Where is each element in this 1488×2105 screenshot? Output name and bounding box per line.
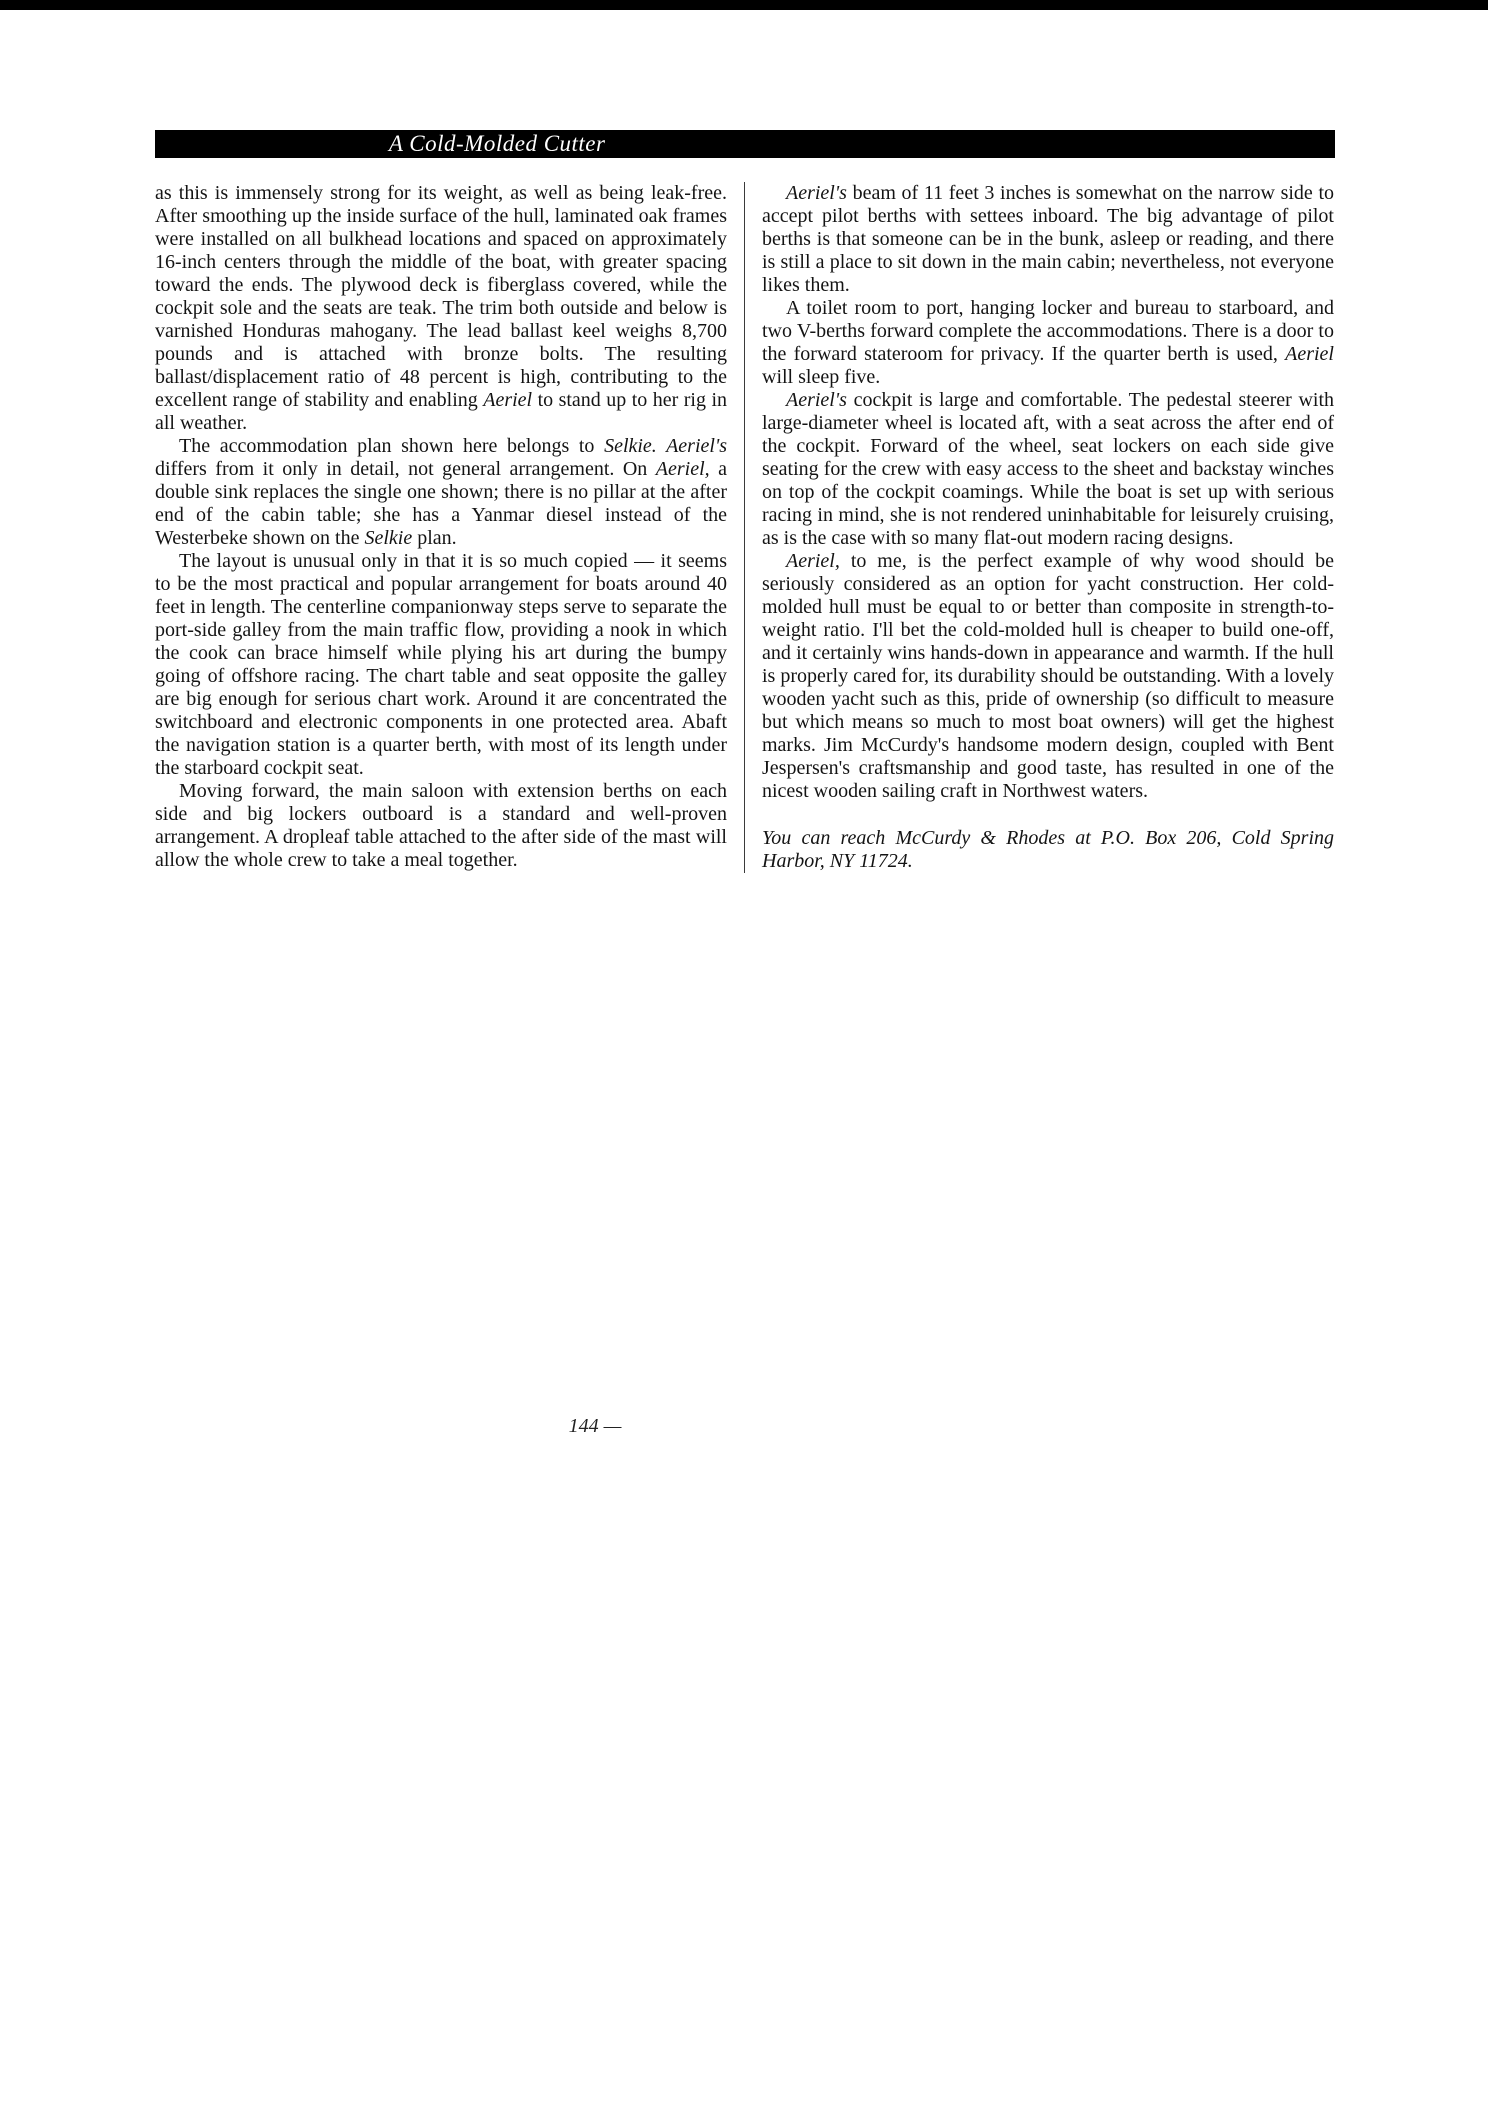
text-run: a double sink replaces the single one shown; there is no pillar at the after end of the cabin table; she has a Yanmar diesel instead of the Westerbeke shown on the xyxy=(155,458,727,549)
paragraph xyxy=(762,827,1334,873)
section-title: A Cold-Molded Cutter xyxy=(388,131,606,156)
paragraph xyxy=(155,435,727,550)
left-column xyxy=(155,182,727,873)
text-run: Moving forward, the main saloon with extension berths on each side and big lockers outboard is a standard and well-proven arrangement. A dropleaf table attached to the after side of the mast will allow the whole crew to take a meal together. xyxy=(155,780,727,871)
text-run: A toilet room to port, hanging locker and bureau to starboard, and two V-berths forward complete the accommodations. There is a door to the forward stateroom for privacy. If the quarter berth is used, xyxy=(762,297,1334,365)
text-run: The accommodation plan shown here belongs to xyxy=(179,435,605,457)
italic-text-run: Aeriel's xyxy=(786,182,847,204)
italic-text-run: Selkie. Aeriel's xyxy=(604,435,727,457)
paragraph xyxy=(762,182,1334,297)
text-run: will sleep five. xyxy=(762,366,881,388)
text-run: to me, is the perfect example of why wood should be seriously considered as an option for yacht construction. Her cold-molded hull must be equal to or better than composite in strength-to-weight ratio. I'll bet the cold-molded hull is cheaper to build one-off, and it certainly wins hands-down in appearance and warmth. If the hull is properly cared for, its durability should be outstanding. With a lovely wooden yacht such as this, pride of ownership (so difficult to measure but which means so much to most boat owners) will get the highest marks. Jim McCurdy's handsome modern design, coupled with Bent Jespersen's craftsmanship and good taste, has resulted in one of the nicest wooden sailing craft in Northwest waters. xyxy=(762,550,1334,802)
italic-text-run: Aeriel, xyxy=(655,458,710,480)
column-divider-rule xyxy=(744,182,745,873)
text-run: as this is immensely strong for its weight, as well as being leak-free. After smoothing up the inside surface of the hull, laminated oak frames were installed on all bulkhead locations and spaced on approximately 16-inch centers through the middle of the boat, with greater spacing toward the ends. The plywood deck is fiberglass covered, while the cockpit sole and the seats are teak. The trim both outside and below is varnished Honduras mahogany. The lead ballast keel weighs 8,700 pounds and is attached with bronze bolts. The resulting ballast/displacement ratio of 48 percent is high, contributing to the excellent range of stability and enabling xyxy=(155,182,727,411)
paragraph xyxy=(762,550,1334,803)
italic-text-run: Aeriel xyxy=(483,389,533,411)
italic-text-run: Aeriel xyxy=(1285,343,1334,365)
paragraph xyxy=(762,297,1334,389)
italic-text-run: Aeriel's xyxy=(786,389,847,411)
text-run: The layout is unusual only in that it is so much copied — it seems to be the most practical and popular arrangement for boats around 40 feet in length. The centerline companionway steps serve to separate the port-side galley from the main traffic flow, providing a nook in which the cook can brace himself while plying his art during the bumpy going of offshore racing. The chart table and seat opposite the galley are big enough for serious chart work. Around it are concentrated the switchboard and electronic components in one protected area. Abaft the navigation station is a quarter berth, with most of its length under the starboard cockpit seat. xyxy=(155,550,727,779)
text-run: plan. xyxy=(412,527,457,549)
text-run: beam of 11 feet 3 inches is somewhat on the narrow side to accept pilot berths with settees inboard. The big advantage of pilot berths is that someone can be in the bunk, asleep or reading, and there is still a place to sit down in the main cabin; nevertheless, not everyone likes them. xyxy=(762,182,1334,296)
article-body xyxy=(155,182,1335,873)
scan-edge-artifact xyxy=(0,0,1488,10)
paragraph xyxy=(155,550,727,780)
paragraph xyxy=(762,389,1334,550)
right-column xyxy=(762,182,1334,873)
page-number: 144 — xyxy=(568,1415,622,1437)
paragraph xyxy=(155,780,727,872)
section-header-bar xyxy=(155,130,1335,158)
text-run: to stand up to her rig in all weather. xyxy=(155,389,727,434)
italic-text-run: You can reach McCurdy & Rhodes at P.O. Box 206, Cold Spring Harbor, NY 11724. xyxy=(762,827,1334,872)
paragraph xyxy=(155,182,727,435)
italic-text-run: Selkie xyxy=(364,527,413,549)
text-run: cockpit is large and comfortable. The pedestal steerer with large-diameter wheel is located aft, with a seat across the after end of the cockpit. Forward of the wheel, seat lockers on each side give seating for the crew with easy access to the sheet and backstay winches on top of the cockpit coamings. While the boat is set up with serious racing in mind, she is not rendered uninhabitable for leisurely cruising, as is the case with so many flat-out modern racing designs. xyxy=(762,389,1334,549)
italic-text-run: Aeriel, xyxy=(786,550,840,572)
text-run: differs from it only in detail, not general arrangement. On xyxy=(155,458,656,480)
